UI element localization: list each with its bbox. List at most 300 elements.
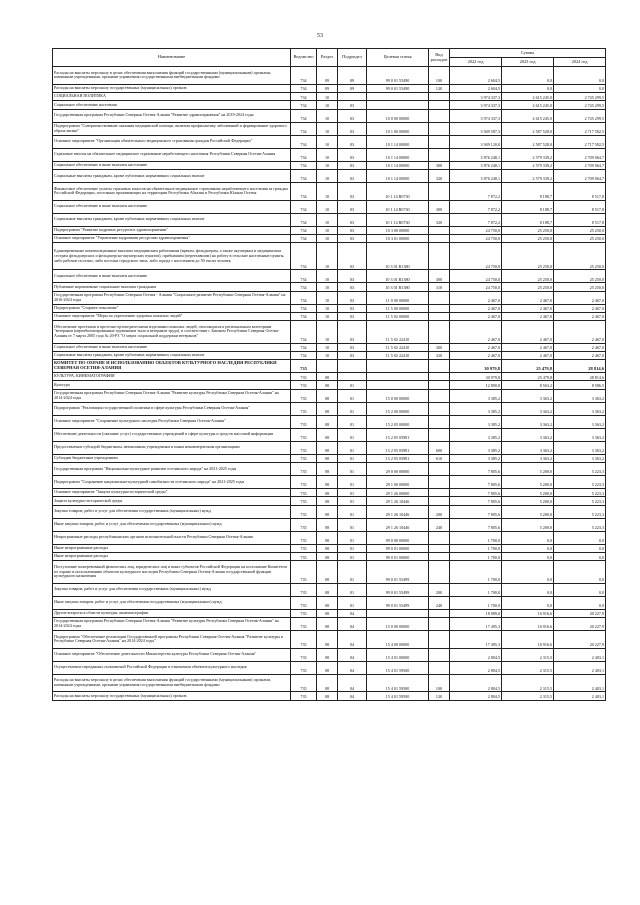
row-name: КОМИТЕТ ПО ОХРАНЕ И ИСПОЛЬЗОВАНИЮ ОБЪЕКТОВ КУЛЬТУРНОГО НАСЛЕДИЯ РЕСПУБЛИКИ СЕВЕРНАЯ ОСЕТИЯ-АЛАНИЯ — [53, 360, 291, 373]
row-section: 08 — [317, 463, 338, 476]
row-name: Социальные выплаты гражданам, кроме публичных нормативных социальных выплат — [53, 351, 291, 359]
table-row — [53, 213, 606, 226]
row-target-article: 11 5 02 22410 — [367, 351, 429, 359]
row-section: 10 — [317, 291, 338, 304]
row-section: 08 — [317, 389, 338, 402]
row-expense-type — [429, 122, 450, 135]
row-sum-2023: 0,0 — [502, 596, 554, 609]
row-sum-2023: 2 467,0 — [502, 304, 554, 312]
row-sum-2024: 0,0 — [554, 84, 606, 92]
row-department: 734 — [291, 200, 317, 213]
row-section: 08 — [317, 674, 338, 692]
row-sum-2022: 3 385,2 — [450, 428, 502, 441]
row-sum-2023: 5 200,0 — [502, 463, 554, 476]
row-subsection: 01 — [338, 561, 367, 583]
row-subsection — [338, 360, 367, 373]
row-expense-type: 610 — [429, 454, 450, 462]
row-target-article: 15 4 01 59500 — [367, 674, 429, 692]
row-sum-2024: 3 363,2 — [554, 454, 606, 462]
header-year-2022: 2022 год — [450, 58, 502, 67]
row-target-article — [367, 92, 429, 100]
row-department: 734 — [291, 291, 317, 304]
header-sums: Суммы — [450, 49, 606, 58]
table-row — [53, 321, 606, 343]
row-expense-type — [429, 648, 450, 661]
row-sum-2023: 2 615 245,0 — [502, 92, 554, 100]
row-sum-2023: 0,0 — [502, 67, 554, 85]
row-sum-2022: 24 750,0 — [450, 243, 502, 270]
row-expense-type — [429, 617, 450, 630]
row-department: 735 — [291, 505, 317, 518]
row-subsection: 04 — [338, 630, 367, 648]
table-row — [53, 67, 606, 85]
row-expense-type — [429, 552, 450, 560]
row-department: 735 — [291, 531, 317, 544]
row-expense-type — [429, 428, 450, 441]
row-sum-2024: 2 745 299,5 — [554, 101, 606, 109]
row-section: 10 — [317, 312, 338, 320]
row-department: 734 — [291, 283, 317, 291]
row-department: 735 — [291, 415, 317, 428]
row-section: 10 — [317, 148, 338, 161]
row-subsection: 03 — [338, 135, 367, 148]
row-name: Государственная программа Республики Северная Осетия-Алания "Развитие здравоохранения" на 2019-2024 годы — [53, 109, 291, 122]
row-name: Закупка товаров, работ и услуг для обеспечения государственных (муниципальных) нужд — [53, 583, 291, 596]
row-name: Социальное обеспечение и иные выплаты населению — [53, 161, 291, 169]
row-target-article: 10 1 14 00000 — [367, 148, 429, 161]
row-sum-2023: 2 467,0 — [502, 343, 554, 351]
row-sum-2023: 25 250,0 — [502, 234, 554, 242]
row-sum-2023: 2 315,5 — [502, 674, 554, 692]
row-sum-2023: 3 363,2 — [502, 428, 554, 441]
row-sum-2023: 0,0 — [502, 84, 554, 92]
row-name: Непрограммные расходы республиканских органов исполнительной власти Республики Северная Осетия-Алания — [53, 531, 291, 544]
row-sum-2022: 2 467,0 — [450, 321, 502, 343]
table-row — [53, 226, 606, 234]
table-row — [53, 630, 606, 648]
row-sum-2022: 2 804,5 — [450, 648, 502, 661]
row-sum-2022: 7 805,6 — [450, 497, 502, 505]
row-sum-2023: 2 315,5 — [502, 648, 554, 661]
row-department: 734 — [291, 101, 317, 109]
row-target-article: 29 1 26 10446 — [367, 497, 429, 505]
row-sum-2022: 2 467,0 — [450, 312, 502, 320]
row-expense-type — [429, 630, 450, 648]
row-expense-type — [429, 304, 450, 312]
row-target-article: 15 2 00 00000 — [367, 402, 429, 415]
table-row — [53, 291, 606, 304]
row-sum-2024: 2 745 299,5 — [554, 92, 606, 100]
row-sum-2023: 16 916,6 — [502, 609, 554, 617]
row-section: 08 — [317, 583, 338, 596]
table-row — [53, 360, 606, 373]
row-name: Подпрограмма "Старшее поколение" — [53, 304, 291, 312]
row-sum-2022: 2 467,0 — [450, 304, 502, 312]
row-sum-2022: 1 700,0 — [450, 596, 502, 609]
table-row — [53, 428, 606, 441]
row-sum-2023: 2 579 339,2 — [502, 161, 554, 169]
row-subsection — [338, 373, 367, 381]
row-expense-type — [429, 243, 450, 270]
row-expense-type: 600 — [429, 441, 450, 454]
row-sum-2023: 25 250,0 — [502, 270, 554, 283]
row-sum-2024: 8 586,5 — [554, 381, 606, 389]
row-department: 735 — [291, 373, 317, 381]
row-subsection: 03 — [338, 291, 367, 304]
row-sum-2024: 2 467,0 — [554, 312, 606, 320]
row-name: Основное мероприятие "Меры по укреплению здоровья пожилых людей" — [53, 312, 291, 320]
row-target-article: 15 0 00 00000 — [367, 389, 429, 402]
row-sum-2022: 30 979,8 — [450, 360, 502, 373]
row-section: 10 — [317, 270, 338, 283]
row-department: 735 — [291, 674, 317, 692]
row-section: 08 — [317, 373, 338, 381]
table-row — [53, 415, 606, 428]
row-subsection: 09 — [338, 67, 367, 85]
row-target-article — [367, 381, 429, 389]
row-name: Основное мероприятие "Управление кадровыми ресурсами здравоохранения" — [53, 234, 291, 242]
row-department: 734 — [291, 312, 317, 320]
row-target-article: 11 5 02 00000 — [367, 312, 429, 320]
row-target-article: 10 1 14 R0730 — [367, 182, 429, 200]
row-sum-2024: 25 250,0 — [554, 226, 606, 234]
row-sum-2023: 2 467,0 — [502, 291, 554, 304]
row-sum-2023: 5 200,0 — [502, 497, 554, 505]
row-expense-type — [429, 497, 450, 505]
row-expense-type — [429, 373, 450, 381]
row-sum-2024: 5 223,3 — [554, 476, 606, 489]
table-row — [53, 518, 606, 531]
table-body — [53, 67, 606, 701]
row-name: Расходы на выплаты персоналу в целях обеспечения выполнения функций государственными (муниципальными) органами, казенными учреждениями, органами управления государственными внебюджетными фондами — [53, 674, 291, 692]
table-row — [53, 648, 606, 661]
row-target-article: 15 4 01 00000 — [367, 648, 429, 661]
row-sum-2023: 5 200,0 — [502, 489, 554, 497]
row-subsection: 04 — [338, 609, 367, 617]
row-sum-2022: 30 979,8 — [450, 373, 502, 381]
row-subsection: 03 — [338, 148, 367, 161]
row-name: Осуществление переданных полномочий Российской Федерации в отношении объектов культурного наследия — [53, 661, 291, 674]
row-name: Государственная программа "Национально-культурное развитие осетинского народа" на 2021-2025 годы — [53, 463, 291, 476]
row-sum-2024: 3 363,2 — [554, 415, 606, 428]
row-department: 735 — [291, 441, 317, 454]
row-department: 735 — [291, 609, 317, 617]
row-name: Поступление пожертвований физических лиц, юридических лиц и иных субъектов Российской Федерации на исполнение Комитетом по охране и использованию объектов культурного наследия Республики Северная Осетия-Алания государственной функции культурного назначения — [53, 561, 291, 583]
row-subsection: 03 — [338, 234, 367, 242]
row-sum-2023: 16 916,6 — [502, 617, 554, 630]
row-sum-2024: 20 227,9 — [554, 630, 606, 648]
row-sum-2022: 3 949 587,3 — [450, 122, 502, 135]
header-subsection: Подраздел — [338, 49, 367, 67]
table-row — [53, 304, 606, 312]
row-expense-type — [429, 476, 450, 489]
row-name: Страховые взносы на обязательное медицинское страхование неработающего населения Республики Северная Осетия-Алания — [53, 148, 291, 161]
row-section: 08 — [317, 596, 338, 609]
row-department: 734 — [291, 243, 317, 270]
row-sum-2023: 8 563,2 — [502, 381, 554, 389]
row-sum-2023: 2 615 245,0 — [502, 109, 554, 122]
row-sum-2024: 5 223,3 — [554, 497, 606, 505]
row-sum-2024: 0,0 — [554, 531, 606, 544]
row-name: Предоставление субсидий бюджетным, автономным учреждениям и иным некоммерческим организациям — [53, 441, 291, 454]
row-section: 09 — [317, 67, 338, 85]
table-row — [53, 531, 606, 544]
table-row — [53, 122, 606, 135]
row-department: 735 — [291, 463, 317, 476]
row-target-article: 10 1 14 R0730 — [367, 200, 429, 213]
header-year-2023: 2023 год — [502, 58, 554, 67]
row-target-article: 99 0 00 00000 — [367, 531, 429, 544]
row-name: Субсидии бюджетным учреждениям — [53, 454, 291, 462]
row-sum-2023: 25 479,8 — [502, 360, 554, 373]
row-expense-type — [429, 92, 450, 100]
row-expense-type — [429, 360, 450, 373]
row-target-article: 10 1 14 00000 — [367, 135, 429, 148]
row-target-article: 11 5 02 22410 — [367, 343, 429, 351]
table-row — [53, 505, 606, 518]
table-row — [53, 561, 606, 583]
row-name: Социальное обеспечение и иные выплаты населению — [53, 270, 291, 283]
row-sum-2022: 3 876 248,1 — [450, 161, 502, 169]
row-expense-type: 200 — [429, 583, 450, 596]
row-name: Финансовое обеспечение уплаты страховых взносов на обязательное медицинское страхование неработающего населения за граждан Российской Федерации, постоянно проживающих на территории Республики Абхазия и Республики Южная Осетия — [53, 182, 291, 200]
row-name: Социальные выплаты гражданам, кроме публичных нормативных социальных выплат — [53, 213, 291, 226]
row-target-article: 15 4 01 59500 — [367, 692, 429, 700]
row-section — [317, 360, 338, 373]
row-sum-2024: 0,0 — [554, 596, 606, 609]
row-sum-2024: 8 517,8 — [554, 200, 606, 213]
row-sum-2023: 0,0 — [502, 561, 554, 583]
row-sum-2022: 3 385,2 — [450, 389, 502, 402]
row-sum-2022: 2 467,0 — [450, 291, 502, 304]
row-subsection: 01 — [338, 428, 367, 441]
row-name: Социальное обеспечение и иные выплаты населению — [53, 200, 291, 213]
row-subsection: 01 — [338, 497, 367, 505]
row-expense-type — [429, 531, 450, 544]
row-name: Государственная программа Республики Северная Осетия-Алания "Развитие культуры Республики Северная Осетия-Алания" на 2014-2024 годы — [53, 389, 291, 402]
row-sum-2024: 0,0 — [554, 583, 606, 596]
row-expense-type — [429, 148, 450, 161]
row-sum-2022: 7 805,6 — [450, 476, 502, 489]
row-sum-2024: 5 223,3 — [554, 489, 606, 497]
row-department: 735 — [291, 454, 317, 462]
row-name: Иные непрограммные расходы — [53, 544, 291, 552]
row-sum-2024: 2 467,0 — [554, 351, 606, 359]
row-sum-2024: 0,0 — [554, 67, 606, 85]
row-target-article: 10 3 01 R1380 — [367, 270, 429, 283]
row-department: 735 — [291, 630, 317, 648]
row-sum-2022: 7 872,2 — [450, 200, 502, 213]
row-section: 08 — [317, 544, 338, 552]
row-section: 08 — [317, 617, 338, 630]
row-target-article: 11 5 00 00000 — [367, 304, 429, 312]
row-expense-type — [429, 389, 450, 402]
row-sum-2022: 3 385,2 — [450, 402, 502, 415]
row-target-article: 29 1 26 10446 — [367, 505, 429, 518]
row-section: 08 — [317, 552, 338, 560]
row-subsection: 01 — [338, 415, 367, 428]
row-name: Основное мероприятие "Сохранение культурного наследия Республики Северная Осетия-Алания" — [53, 415, 291, 428]
row-expense-type: 120 — [429, 692, 450, 700]
row-section: 10 — [317, 351, 338, 359]
row-subsection: 03 — [338, 270, 367, 283]
row-name: Подпрограмма "Обеспечение реализации Государственной программы Республики Северная Осетия-Алания "Развитие культуры в Республике Северная Осетия-Алания" на 2014-2024 годы" — [53, 630, 291, 648]
row-target-article: 10 0 00 00000 — [367, 109, 429, 122]
row-name: Основное мероприятие "Организация обязательного медицинского страхования граждан Российской Федерации" — [53, 135, 291, 148]
table-row — [53, 243, 606, 270]
row-department: 734 — [291, 84, 317, 92]
row-sum-2024: 5 223,3 — [554, 463, 606, 476]
row-target-article: 11 0 00 00000 — [367, 291, 429, 304]
row-subsection: 01 — [338, 489, 367, 497]
table-row — [53, 343, 606, 351]
row-department: 735 — [291, 389, 317, 402]
row-subsection: 03 — [338, 343, 367, 351]
row-expense-type — [429, 321, 450, 343]
row-department: 734 — [291, 270, 317, 283]
row-target-article: 15 2 05 05981 — [367, 441, 429, 454]
row-sum-2023: 2 587 528,0 — [502, 122, 554, 135]
table-row — [53, 200, 606, 213]
table-row — [53, 617, 606, 630]
row-target-article — [367, 360, 429, 373]
row-expense-type — [429, 415, 450, 428]
row-subsection: 01 — [338, 381, 367, 389]
table-row — [53, 389, 606, 402]
row-sum-2024: 25 250,0 — [554, 283, 606, 291]
row-target-article: 99 0 01 55499 — [367, 583, 429, 596]
row-sum-2023: 2 587 528,0 — [502, 135, 554, 148]
row-department: 735 — [291, 476, 317, 489]
row-target-article: 29 0 00 00000 — [367, 463, 429, 476]
row-subsection: 04 — [338, 661, 367, 674]
table-row — [53, 161, 606, 169]
table-row — [53, 234, 606, 242]
row-sum-2023: 5 200,0 — [502, 476, 554, 489]
table-row — [53, 441, 606, 454]
row-sum-2024: 20 227,9 — [554, 609, 606, 617]
row-department: 734 — [291, 148, 317, 161]
row-name: Иные закупки товаров, работ и услуг для обеспечения государственных (муниципальных) нужд — [53, 596, 291, 609]
row-sum-2023: 25 250,0 — [502, 243, 554, 270]
row-department: 735 — [291, 692, 317, 700]
row-department: 735 — [291, 381, 317, 389]
row-sum-2023: 2 467,0 — [502, 312, 554, 320]
row-sum-2022: 1 700,0 — [450, 544, 502, 552]
row-expense-type: 120 — [429, 84, 450, 92]
row-sum-2024: 2 709 064,7 — [554, 148, 606, 161]
row-sum-2024: 0,0 — [554, 552, 606, 560]
row-subsection: 01 — [338, 518, 367, 531]
row-section: 10 — [317, 122, 338, 135]
row-department: 734 — [291, 234, 317, 242]
table-row — [53, 109, 606, 122]
row-department: 734 — [291, 321, 317, 343]
table-row — [53, 583, 606, 596]
row-sum-2024: 2 403,1 — [554, 648, 606, 661]
header-year-2024: 2024 год — [554, 58, 606, 67]
row-name: Подпрограмма "Реализация государственной политики в сфере культуры Республики Северная Осетия-Алания" — [53, 402, 291, 415]
row-section: 08 — [317, 648, 338, 661]
table-row — [53, 373, 606, 381]
row-section: 08 — [317, 531, 338, 544]
row-name: Государственная программа Республики Северная Осетия - Алания "Социальное развитие Республики Северная Осетия-Алания" на 2016-2024 годы — [53, 291, 291, 304]
row-sum-2022: 24 750,0 — [450, 270, 502, 283]
row-department: 735 — [291, 661, 317, 674]
row-sum-2024: 2 717 582,5 — [554, 122, 606, 135]
row-sum-2024: 28 814,6 — [554, 373, 606, 381]
row-section: 10 — [317, 135, 338, 148]
row-target-article: 29 1 26 10446 — [367, 518, 429, 531]
row-target-article: 29 1 26 00000 — [367, 489, 429, 497]
row-target-article: 99 0 01 00000 — [367, 552, 429, 560]
row-target-article: 99 0 01 55499 — [367, 596, 429, 609]
row-expense-type: 320 — [429, 169, 450, 182]
row-name: Иные непрограммные расходы — [53, 552, 291, 560]
row-subsection: 01 — [338, 454, 367, 462]
table-row — [53, 489, 606, 497]
row-target-article: 10 1 14 00000 — [367, 169, 429, 182]
row-target-article: 29 1 00 00000 — [367, 476, 429, 489]
header-name: Наименование — [53, 49, 291, 67]
row-sum-2022: 2 467,0 — [450, 343, 502, 351]
row-expense-type: 200 — [429, 505, 450, 518]
row-sum-2022: 24 750,0 — [450, 226, 502, 234]
row-sum-2023: 2 579 339,2 — [502, 169, 554, 182]
row-sum-2022: 2 804,5 — [450, 661, 502, 674]
row-sum-2022: 3 974 337,3 — [450, 92, 502, 100]
row-expense-type: 300 — [429, 270, 450, 283]
row-sum-2022: 3 876 248,1 — [450, 148, 502, 161]
row-subsection: 03 — [338, 109, 367, 122]
table-row — [53, 497, 606, 505]
row-expense-type: 100 — [429, 674, 450, 692]
table-row — [53, 692, 606, 700]
row-name: Защита культурно-исторической среды — [53, 497, 291, 505]
row-sum-2024: 2 709 064,7 — [554, 169, 606, 182]
row-sum-2022: 1 700,0 — [450, 583, 502, 596]
row-subsection: 01 — [338, 476, 367, 489]
row-name: Единовременные компенсационные выплаты медицинским работникам (врачам, фельдшерам, а также акушеркам и медицинским сестрам фельдшерских и фельдшерско-акушерских пунктов), прибывшим (переехавшим) на работу в сельские населенные пункты, либо рабочие поселки, либо поселки городского типа, либо города с населением до 50 тысяч человек — [53, 243, 291, 270]
row-sum-2024: 2 467,0 — [554, 343, 606, 351]
row-target-article: 15 0 00 00000 — [367, 617, 429, 630]
table-row — [53, 454, 606, 462]
row-section: 10 — [317, 101, 338, 109]
table-row — [53, 270, 606, 283]
row-subsection: 01 — [338, 441, 367, 454]
row-target-article — [367, 373, 429, 381]
table-row — [53, 84, 606, 92]
row-target-article: 10 1 14 R0730 — [367, 213, 429, 226]
row-sum-2022: 17 495,3 — [450, 630, 502, 648]
table-row — [53, 182, 606, 200]
table-row — [53, 92, 606, 100]
row-sum-2024: 0,0 — [554, 544, 606, 552]
row-subsection: 01 — [338, 505, 367, 518]
row-name: Культура — [53, 381, 291, 389]
row-subsection: 01 — [338, 583, 367, 596]
row-department: 735 — [291, 428, 317, 441]
table-row — [53, 169, 606, 182]
table-row — [53, 476, 606, 489]
row-expense-type: 310 — [429, 283, 450, 291]
row-sum-2024: 25 250,0 — [554, 243, 606, 270]
row-department: 735 — [291, 518, 317, 531]
row-sum-2023: 25 250,0 — [502, 283, 554, 291]
row-sum-2023: 16 916,6 — [502, 630, 554, 648]
row-department: 735 — [291, 552, 317, 560]
row-sum-2024: 25 250,0 — [554, 234, 606, 242]
